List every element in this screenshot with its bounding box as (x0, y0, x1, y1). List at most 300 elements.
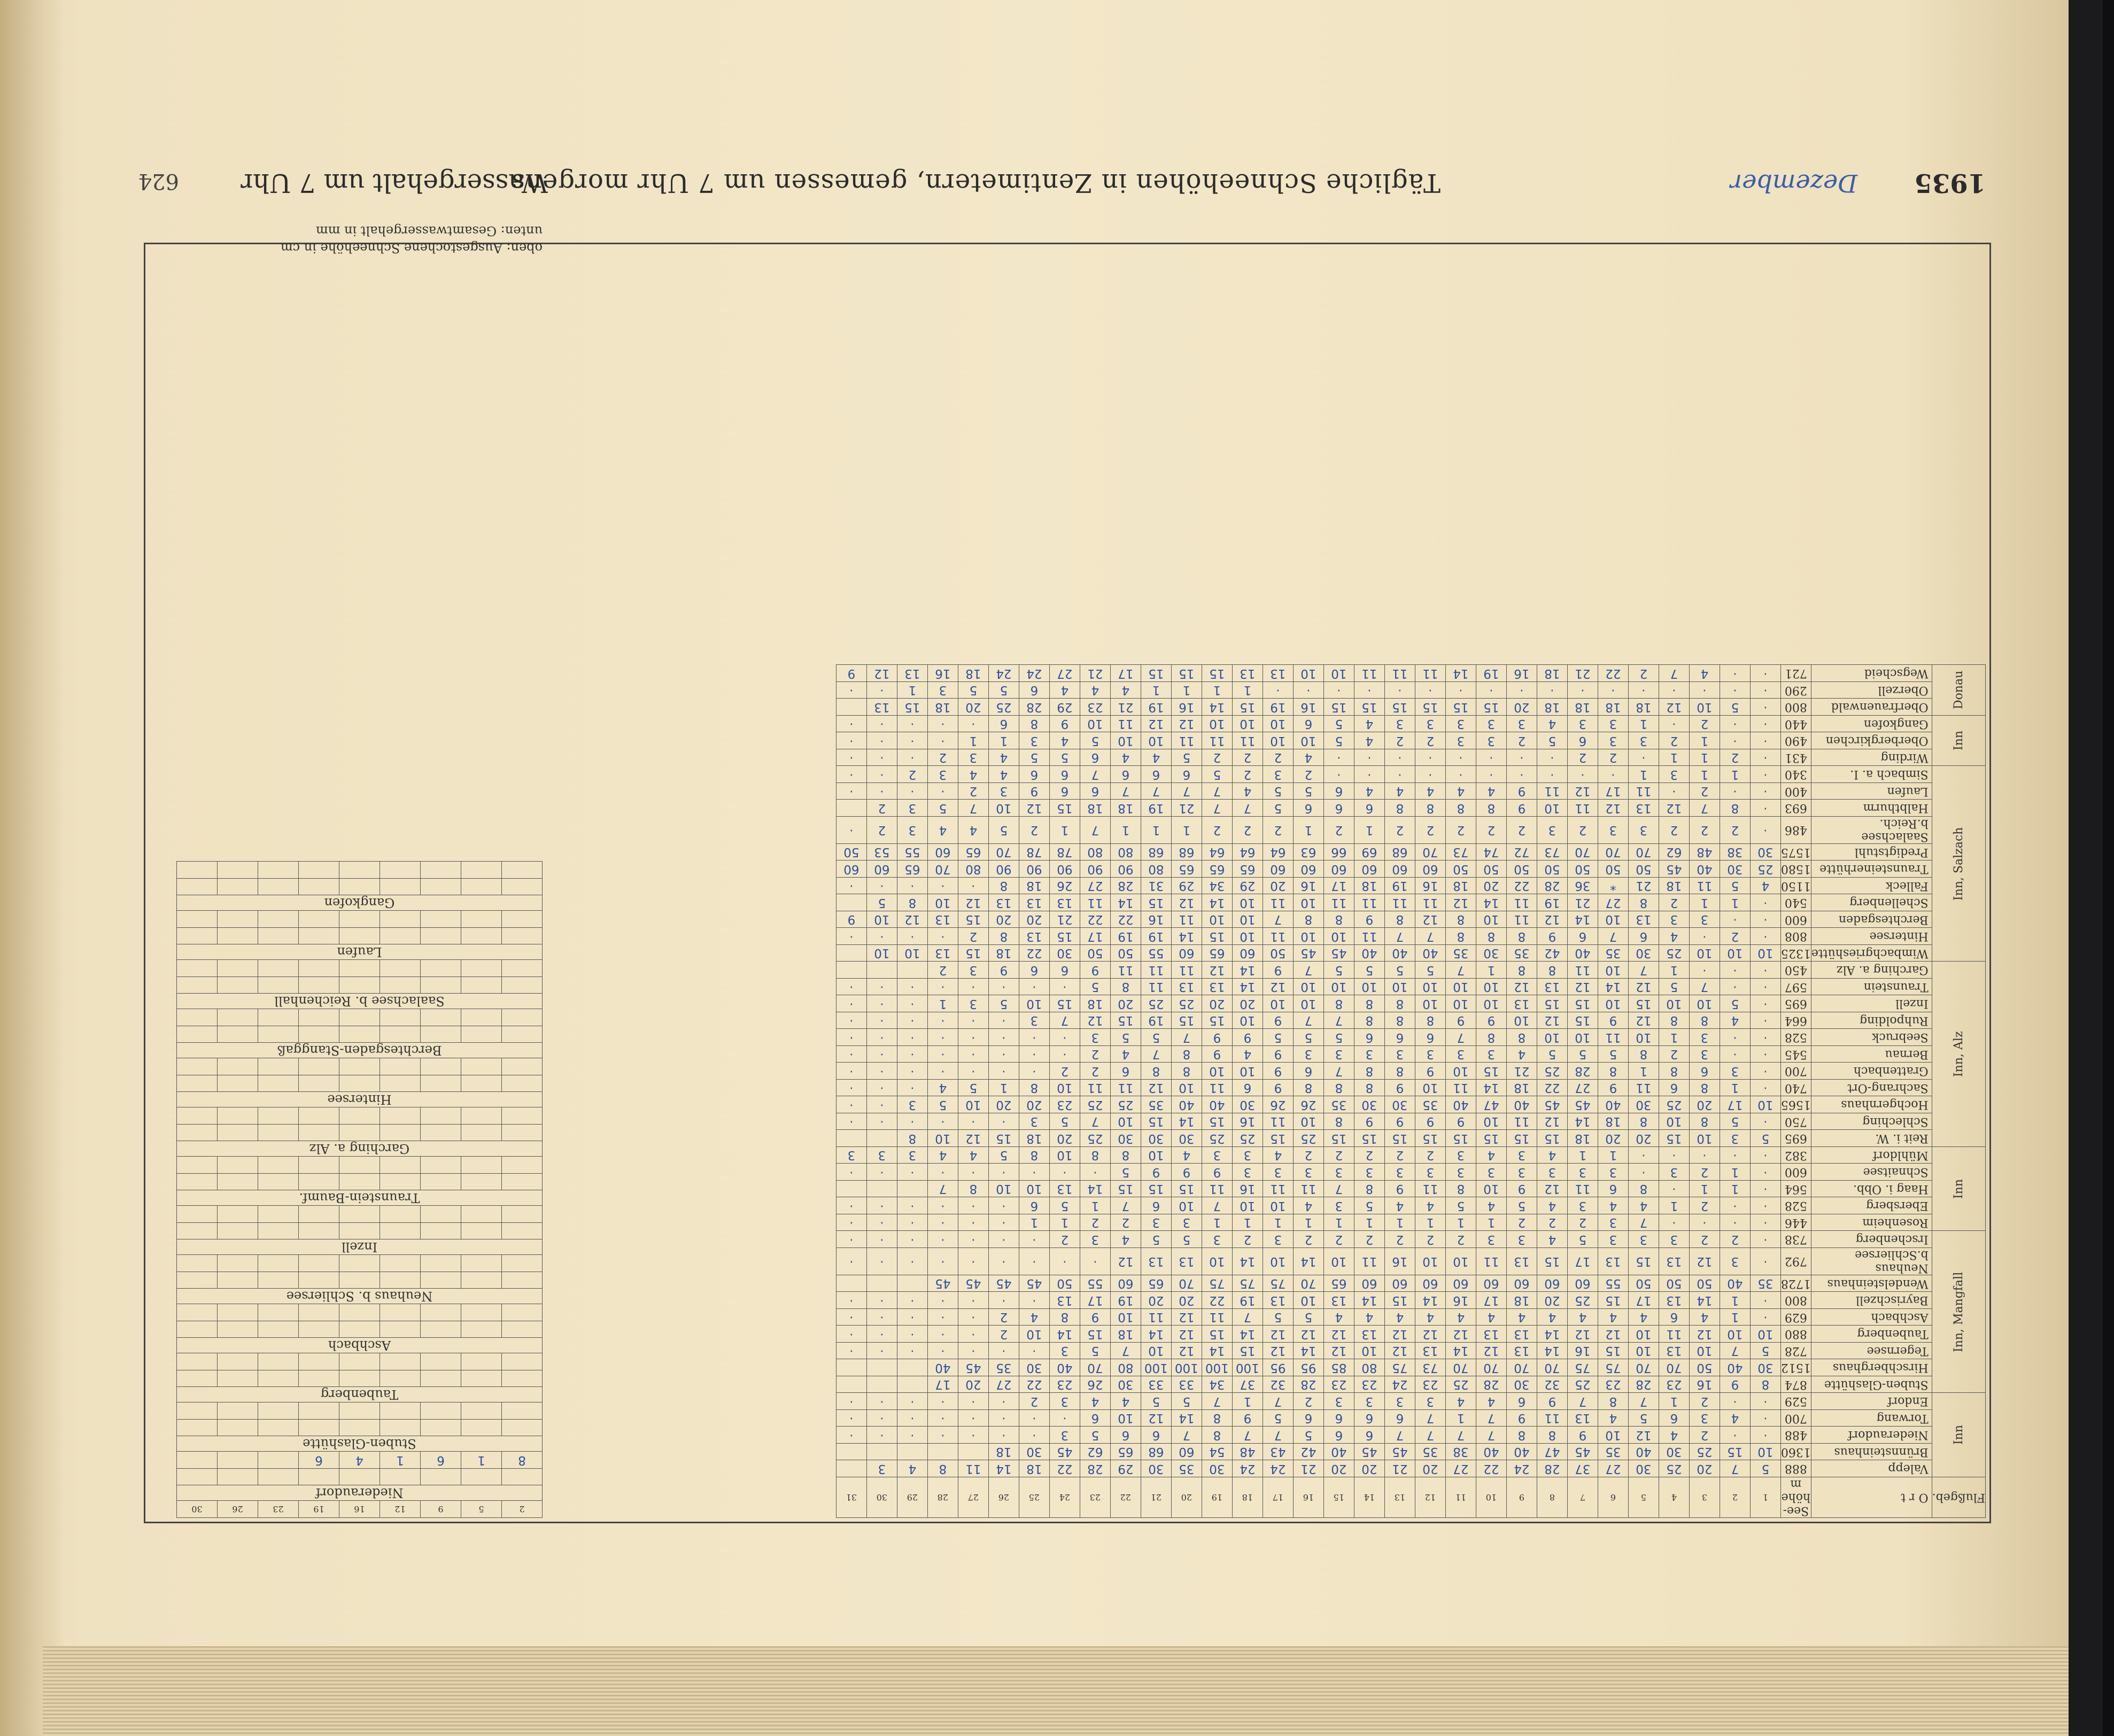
snow-depth-cell: 7 (927, 1181, 958, 1198)
snow-depth-cell: 9 (1445, 1113, 1476, 1130)
snow-depth-cell: 7 (1171, 783, 1202, 800)
snow-depth-cell: 4 (1598, 1197, 1628, 1214)
snow-depth-cell: 53 (866, 844, 897, 861)
water-cell (421, 1174, 461, 1191)
snow-depth-cell: 80 (1110, 1359, 1141, 1376)
station-name: Aschbach (1811, 1309, 1932, 1326)
snow-depth-cell: · (988, 1214, 1019, 1231)
snow-depth-cell: 22 (1019, 945, 1049, 962)
snow-depth-cell: 14 (1445, 1343, 1476, 1360)
snow-depth-cell: 8 (1476, 928, 1506, 945)
snow-depth-cell: · (1415, 682, 1445, 699)
water-block-title-row (177, 1338, 543, 1353)
snow-depth-cell: 70 (1567, 844, 1598, 861)
snow-depth-cell: 18 (1110, 1326, 1141, 1343)
snow-depth-cell: 9 (1354, 911, 1384, 928)
snow-depth-cell: 3 (1720, 1130, 1750, 1147)
snow-depth-cell: · (866, 1309, 897, 1326)
snow-depth-cell: 3 (1445, 716, 1476, 733)
snow-depth-cell: 1 (1659, 1029, 1689, 1046)
water-cell (218, 1026, 258, 1043)
snow-depth-cell: 2 (1110, 1214, 1141, 1231)
snow-depth-cell: 48 (1232, 1444, 1263, 1461)
snow-depth-cell: 9 (1049, 716, 1080, 733)
water-row-bottom (177, 1206, 543, 1223)
snow-depth-cell: 60 (1506, 1275, 1537, 1292)
snow-depth-cell: 1 (1689, 1181, 1720, 1198)
snow-depth-cell: 20 (1202, 995, 1232, 1012)
snow-depth-cell: 8 (1080, 1147, 1110, 1164)
col-header-day: 11 (1445, 1477, 1476, 1518)
water-cell (380, 1223, 421, 1240)
snow-depth-cell: · (1019, 1343, 1049, 1360)
water-cell (380, 1107, 421, 1125)
water-cell (339, 879, 380, 896)
station-altitude: 382 (1780, 1147, 1811, 1164)
water-col-header-day: 26 (218, 1501, 258, 1518)
station-altitude: 880 (1780, 1326, 1811, 1343)
snow-depth-cell: 1 (1384, 1214, 1415, 1231)
snow-depth-cell: 10 (1323, 928, 1354, 945)
snow-depth-cell: 15 (958, 945, 988, 962)
water-cell (177, 879, 218, 896)
snow-depth-cell: 5 (1293, 1029, 1323, 1046)
snow-depth-cell: · (866, 1326, 897, 1343)
snow-depth-cell: 8 (988, 928, 1019, 945)
water-cell (339, 1321, 380, 1338)
snow-depth-cell: 2 (1293, 766, 1323, 783)
water-cell (299, 1009, 339, 1026)
snow-depth-cell: 15 (1384, 1130, 1415, 1147)
water-cell (218, 1157, 258, 1174)
snow-depth-cell: · (988, 1029, 1019, 1046)
snow-depth-cell: 6 (1080, 783, 1110, 800)
water-cell (218, 1206, 258, 1223)
snow-depth-cell: 1 (897, 682, 927, 699)
snow-depth-cell: 1 (1567, 1147, 1598, 1164)
snow-depth-cell: 10 (1628, 1326, 1659, 1343)
station-altitude: 440 (1780, 716, 1811, 733)
snow-depth-cell: 18 (1354, 878, 1384, 895)
snow-depth-cell: 20 (1628, 1130, 1659, 1147)
snow-depth-cell: 40 (1049, 1359, 1080, 1376)
water-cell (421, 1321, 461, 1338)
water-cell (258, 977, 299, 994)
snow-depth-cell: 4 (1384, 783, 1415, 800)
snow-depth-cell: 11 (1506, 1113, 1537, 1130)
snow-depth-cell: 15 (1445, 699, 1476, 716)
snow-depth-cell: 9 (1537, 928, 1567, 945)
snow-depth-cell: 10 (1232, 1012, 1263, 1029)
snow-depth-cell: 10 (1506, 1012, 1537, 1029)
water-cell (177, 1353, 218, 1370)
snow-depth-cell: 6 (1049, 962, 1080, 979)
snow-depth-cell: 18 (988, 1444, 1019, 1461)
snow-depth-cell: 5 (1049, 1113, 1080, 1130)
snow-depth-cell: 11 (1202, 1181, 1232, 1198)
snow-depth-cell: 2 (1080, 1046, 1110, 1063)
snow-depth-cell: 15 (1171, 1181, 1202, 1198)
snow-depth-cell: · (1750, 1164, 1780, 1181)
station-name: Valepp (1811, 1460, 1932, 1477)
station-name: Mühldorf (1811, 1147, 1932, 1164)
snow-depth-cell: · (836, 783, 866, 800)
water-cell (258, 960, 299, 977)
snow-depth-cell: 6 (1354, 1029, 1384, 1046)
snow-depth-cell: 45 (988, 1275, 1019, 1292)
water-cell (299, 1255, 339, 1272)
snow-depth-table (836, 665, 1986, 1518)
snow-depth-cell: 6 (1019, 1197, 1049, 1214)
snow-depth-cell: 10 (1232, 911, 1263, 928)
water-cell (461, 1009, 502, 1026)
snow-depth-cell: 4 (1049, 682, 1080, 699)
snow-depth-cell: 2 (1506, 817, 1537, 844)
snow-depth-cell: 3 (1598, 732, 1628, 749)
snow-depth-cell: 70 (988, 844, 1019, 861)
col-header-day: 26 (988, 1477, 1019, 1518)
book-binding (0, 0, 64, 1736)
snow-depth-cell: 30 (1049, 945, 1080, 962)
snow-depth-cell: 8 (1141, 1063, 1171, 1080)
water-cell (299, 1304, 339, 1321)
snow-depth-cell: 28 (1567, 1063, 1598, 1080)
water-col-header-day: 19 (299, 1501, 339, 1518)
snow-depth-cell: 42 (1293, 1444, 1323, 1461)
snow-depth-cell: 2 (1598, 749, 1628, 766)
snow-depth-cell: · (836, 1326, 866, 1343)
water-cell (461, 977, 502, 994)
snow-depth-cell: 1 (1141, 817, 1171, 844)
snow-depth-cell: · (1445, 749, 1476, 766)
col-header-day: 8 (1537, 1477, 1567, 1518)
snow-depth-cell: · (1659, 716, 1689, 733)
water-col-header-day: 23 (258, 1501, 299, 1518)
snow-depth-cell: 3 (1019, 732, 1049, 749)
water-cell (258, 1206, 299, 1223)
snow-depth-cell: 8 (1354, 1181, 1384, 1198)
snow-depth-cell: 21 (1567, 894, 1598, 911)
snow-depth-cell (927, 1444, 958, 1461)
snow-depth-cell (836, 894, 866, 911)
snow-depth-cell: 11 (1263, 1113, 1293, 1130)
snow-depth-cell: 2 (1080, 1063, 1110, 1080)
snow-depth-cell: 13 (1323, 1292, 1354, 1309)
snow-depth-cell: 28 (1537, 1460, 1567, 1477)
snow-depth-cell: 15 (1232, 1343, 1263, 1360)
snow-depth-cell: · (1720, 1046, 1750, 1063)
snow-depth-cell: 50 (1689, 1359, 1720, 1376)
snow-depth-cell: 5 (958, 1080, 988, 1097)
snow-depth-cell: 68 (1171, 844, 1202, 861)
table-row (836, 665, 1985, 682)
snow-depth-cell: 30 (1019, 1444, 1049, 1461)
legend (281, 222, 543, 257)
water-block-title: Saalachsee b. Reichenhall (177, 994, 543, 1009)
snow-depth-cell: 10 (1659, 995, 1689, 1012)
water-block-title: Taubenberg (177, 1387, 543, 1402)
snow-depth-cell: 3 (1476, 1164, 1506, 1181)
water-cell (380, 1469, 421, 1486)
snow-depth-cell: 25 (1750, 861, 1780, 878)
snow-depth-cell: 9 (1354, 1113, 1384, 1130)
col-header-day: 20 (1171, 1477, 1202, 1518)
snow-depth-cell: 12 (1019, 800, 1049, 817)
snow-depth-cell: 15 (1049, 995, 1080, 1012)
snow-depth-cell: 13 (1171, 979, 1202, 996)
snow-depth-cell: · (866, 1029, 897, 1046)
snow-depth-cell: · (927, 1410, 958, 1427)
water-cell (218, 1107, 258, 1125)
snow-depth-cell: 10 (1415, 979, 1445, 996)
snow-depth-cell: 27 (1598, 894, 1628, 911)
col-header-day: 31 (836, 1477, 866, 1518)
station-name: Halbthurm (1811, 800, 1932, 817)
snow-depth-cell: 12 (1628, 979, 1659, 996)
snow-depth-cell: 70 (1506, 1359, 1537, 1376)
snow-depth-cell: 7 (1110, 1197, 1141, 1214)
snow-depth-cell: 11 (1354, 665, 1384, 682)
snow-depth-cell: · (1689, 682, 1720, 699)
snow-depth-cell: 15 (1049, 800, 1080, 817)
snow-depth-cell: 15 (1628, 995, 1659, 1012)
station-name: Gangkofen (1811, 716, 1932, 733)
snow-depth-cell: 45 (1323, 945, 1354, 962)
snow-depth-cell: · (927, 1012, 958, 1029)
snow-depth-cell: 75 (1232, 1275, 1263, 1292)
snow-depth-cell: · (836, 928, 866, 945)
snow-depth-cell: 18 (1567, 1130, 1598, 1147)
snow-depth-cell: 12 (1141, 1080, 1171, 1097)
col-header-day: 3 (1689, 1477, 1720, 1518)
water-cell (421, 977, 461, 994)
snow-depth-cell: 3 (1384, 716, 1415, 733)
snow-depth-cell: 8 (958, 1181, 988, 1198)
snow-depth-cell: 12 (1567, 979, 1598, 996)
snow-depth-cell: 70 (1476, 1359, 1506, 1376)
snow-depth-cell: 10 (1720, 1326, 1750, 1343)
snow-depth-cell: 23 (1598, 1376, 1628, 1393)
snow-depth-cell: 5 (988, 1147, 1019, 1164)
snow-depth-cell: 8 (1720, 800, 1750, 817)
snow-depth-cell: 15 (1537, 1130, 1567, 1147)
snow-depth-cell: 18 (1445, 878, 1476, 895)
snow-depth-cell: · (836, 1427, 866, 1444)
snow-depth-cell: 19 (1537, 894, 1567, 911)
snow-depth-cell: 60 (1171, 1444, 1202, 1461)
snow-depth-cell: 5 (1628, 1410, 1659, 1427)
snow-depth-cell: 11 (1384, 894, 1415, 911)
snow-depth-cell: 10 (1415, 1248, 1445, 1275)
station-name: Falleck (1811, 878, 1932, 895)
snow-depth-cell: 2 (1689, 1393, 1720, 1410)
snow-depth-cell: · (836, 979, 866, 996)
station-name: Wimbachgrieshütte (1811, 945, 1932, 962)
snow-depth-cell: 8 (1171, 1063, 1202, 1080)
snow-depth-cell: 13 (1628, 800, 1659, 817)
snow-depth-cell: 20 (1263, 878, 1293, 895)
snow-depth-cell: 45 (1019, 1275, 1049, 1292)
snow-depth-cell: 5 (988, 682, 1019, 699)
snow-depth-cell: 62 (1659, 844, 1689, 861)
snow-depth-cell: · (1293, 682, 1323, 699)
snow-depth-cell: 15 (1628, 1248, 1659, 1275)
snow-depth-cell: 21 (1293, 1460, 1323, 1477)
snow-depth-cell: 8 (1354, 995, 1384, 1012)
snow-depth-cell: 9 (1506, 783, 1537, 800)
snow-depth-cell: 5 (1263, 1410, 1293, 1427)
snow-depth-cell: 11 (1415, 894, 1445, 911)
snow-depth-cell (866, 962, 897, 979)
snow-depth-cell: · (1750, 1292, 1780, 1309)
water-block-title-row (177, 895, 543, 911)
snow-depth-cell: 8 (1019, 1080, 1049, 1097)
snow-depth-cell: 10 (1354, 979, 1384, 996)
snow-depth-cell: 25 (1659, 945, 1689, 962)
snow-depth-cell: · (988, 1012, 1019, 1029)
snow-depth-cell: 15 (1141, 1181, 1171, 1198)
basin-label: Donau (1932, 665, 1985, 716)
water-cell (218, 1370, 258, 1388)
water-cell (299, 1174, 339, 1191)
snow-depth-cell: 9 (1232, 1410, 1263, 1427)
snow-depth-cell: 2 (927, 962, 958, 979)
snow-depth-cell: · (866, 766, 897, 783)
snow-depth-cell: 17 (1720, 1096, 1750, 1113)
snow-depth-cell: 45 (1354, 1444, 1384, 1461)
snow-depth-cell: · (958, 1326, 988, 1343)
snow-depth-cell: 1 (1659, 749, 1689, 766)
snow-depth-cell: 11 (1232, 732, 1263, 749)
snow-depth-cell: 18 (1567, 699, 1598, 716)
snow-depth-cell: 2 (1567, 817, 1598, 844)
col-header-day: 18 (1232, 1477, 1263, 1518)
snow-depth-cell: 12 (1293, 1326, 1323, 1343)
snow-depth-cell: 7 (1445, 1427, 1476, 1444)
water-cell (339, 1402, 380, 1420)
snow-depth-cell: 2 (1567, 1214, 1598, 1231)
snow-depth-cell: 6 (1567, 732, 1598, 749)
snow-depth-cell: 64 (1263, 844, 1293, 861)
col-header-day: 28 (927, 1477, 958, 1518)
water-cell (339, 1157, 380, 1174)
snow-depth-cell: 40 (1476, 1444, 1506, 1461)
snow-depth-cell: 5 (958, 682, 988, 699)
snow-depth-cell: 3 (1232, 1164, 1263, 1181)
table-row (836, 894, 1985, 911)
snow-depth-cell: 26 (1080, 1376, 1110, 1393)
snow-depth-cell: 15 (1323, 699, 1354, 716)
snow-depth-cell: 5 (988, 995, 1019, 1012)
snow-depth-cell: 38 (1445, 1444, 1476, 1461)
snow-depth-cell: 8 (1415, 1012, 1445, 1029)
water-cell (502, 911, 543, 928)
snow-depth-cell: 25 (1171, 995, 1202, 1012)
snow-depth-cell: 3 (1445, 1147, 1476, 1164)
snow-depth-cell: 1 (1720, 1080, 1750, 1097)
snow-depth-cell: 6 (1110, 766, 1141, 783)
snow-depth-cell: 6 (1171, 766, 1202, 783)
snow-depth-cell: 9 (1506, 1181, 1537, 1198)
snow-depth-cell: 60 (1384, 1275, 1415, 1292)
snow-depth-cell: · (1750, 665, 1780, 682)
snow-depth-cell: 7 (1689, 800, 1720, 817)
water-cell (461, 1370, 502, 1388)
snow-depth-cell: 15 (897, 699, 927, 716)
water-cell (380, 1420, 421, 1437)
station-altitude: 740 (1780, 1080, 1811, 1097)
water-cell (299, 1402, 339, 1420)
snow-depth-cell (897, 1275, 927, 1292)
legend-line-top: oben: Ausgestochene Schneehöhe in cm (280, 241, 543, 255)
snow-depth-cell: 10 (1110, 732, 1141, 749)
snow-depth-cell: · (836, 1113, 866, 1130)
snow-depth-cell: 14 (1232, 979, 1263, 996)
snow-depth-cell: 19 (1476, 665, 1506, 682)
water-cell (461, 1402, 502, 1420)
water-cell (380, 862, 421, 879)
snow-depth-cell: 5 (1293, 1427, 1323, 1444)
water-cell (502, 1174, 543, 1191)
snow-depth-cell: · (927, 1197, 958, 1214)
snow-depth-cell: 8 (1415, 800, 1445, 817)
snow-depth-cell: 40 (1689, 861, 1720, 878)
col-header-day: 27 (958, 1477, 988, 1518)
snow-depth-cell: 4 (1720, 1410, 1750, 1427)
snow-depth-cell: 50 (1445, 861, 1476, 878)
water-row-top (177, 1420, 543, 1437)
snow-depth-cell: 12 (1689, 1326, 1720, 1343)
snow-depth-cell: 8 (1445, 1181, 1476, 1198)
snow-depth-cell: 8 (1384, 800, 1415, 817)
snow-depth-cell: 4 (1232, 783, 1263, 800)
snow-depth-cell: 25 (988, 699, 1019, 716)
water-cell (258, 1402, 299, 1420)
snow-depth-cell: 35 (1750, 1275, 1780, 1292)
snow-depth-cell: 10 (1598, 1427, 1628, 1444)
snow-depth-cell: 15 (1415, 1130, 1445, 1147)
snow-depth-cell: 2 (1354, 1231, 1384, 1248)
snow-depth-cell: 60 (1415, 861, 1445, 878)
snow-depth-cell: 22 (1110, 911, 1141, 928)
snow-depth-cell (866, 1359, 897, 1376)
snow-depth-cell: 21 (1628, 878, 1659, 895)
water-cell (218, 1304, 258, 1321)
snow-depth-cell: 9 (1598, 1080, 1628, 1097)
snow-depth-cell: · (836, 716, 866, 733)
snow-depth-cell: 14 (1537, 1326, 1567, 1343)
snow-depth-cell: 30 (1628, 945, 1659, 962)
snow-depth-cell: 27 (1598, 1460, 1628, 1477)
snow-depth-cell: 17 (1080, 928, 1110, 945)
water-cell (461, 960, 502, 977)
snow-depth-cell: 1 (1720, 1292, 1750, 1309)
water-cell (502, 1255, 543, 1272)
snow-depth-cell: 6 (1110, 1063, 1141, 1080)
snow-depth-cell: 60 (1567, 1275, 1598, 1292)
water-row-top (177, 928, 543, 945)
snow-depth-cell: 11 (1659, 1326, 1689, 1343)
snow-depth-cell: 16 (927, 665, 958, 682)
snow-depth-cell: 3 (1567, 716, 1598, 733)
snow-depth-cell: · (1659, 682, 1689, 699)
snow-depth-cell: 1 (1171, 817, 1202, 844)
snow-depth-cell: 2 (1232, 749, 1263, 766)
snow-depth-cell: 3 (866, 1147, 897, 1164)
snow-depth-cell: 25 (1110, 1096, 1141, 1113)
water-cell (461, 1157, 502, 1174)
snow-depth-cell: 24 (1506, 1460, 1537, 1477)
